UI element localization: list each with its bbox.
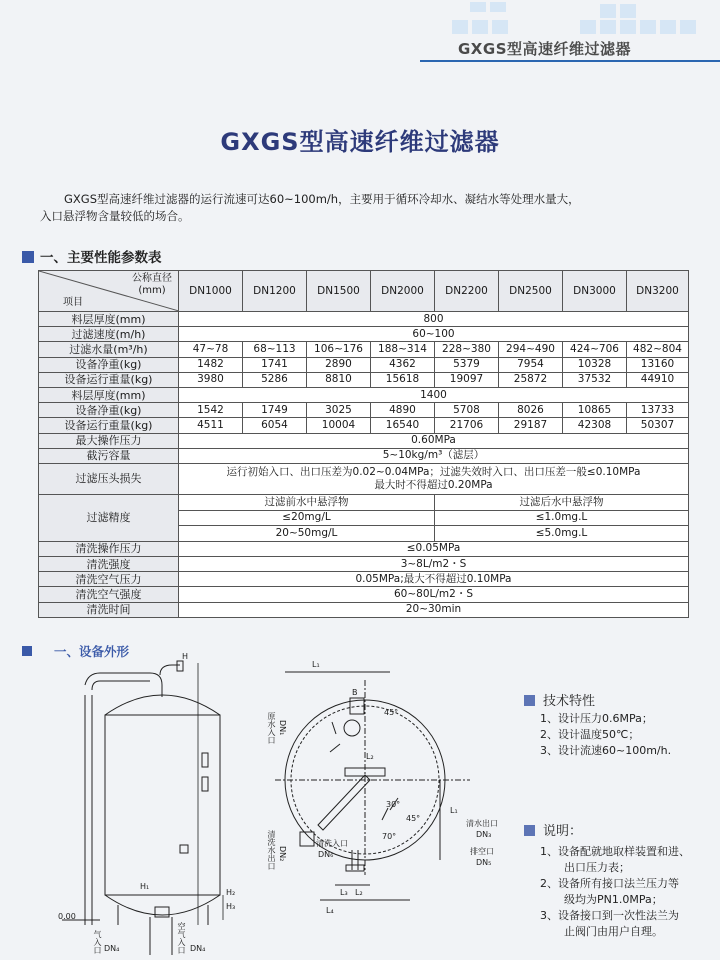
drain-dn: DN₅ [476,858,492,867]
row-label: 清洗强度 [39,557,179,572]
cell: 25872 [499,372,563,387]
table-row [39,418,689,433]
vessel-body [105,715,220,895]
vessel-top-head [105,695,220,715]
dim-label-l2b: L₂ [355,888,363,897]
decor-square [600,4,616,18]
corner-unit-text: (mm) [138,285,166,296]
cell: 424~706 [563,342,627,357]
cell: 3~8L/m2・S [179,557,689,572]
top-pipe-inner [92,681,150,690]
list-item: 3、设计流速60~100m/h. [540,744,672,757]
col-header: DN1000 [179,271,243,312]
cell: 1741 [243,357,307,372]
features-title: 技术特性 [543,694,596,709]
features-heading [524,690,595,709]
cell: 5379 [435,357,499,372]
bottom-pipe [150,917,172,955]
spec-table [38,270,689,618]
row-label: 料层厚度(mm) [39,387,179,402]
vent-flange [177,661,183,671]
nozzle-b-label: B [352,688,358,697]
cell: 1482 [179,357,243,372]
drain-label: 排空口 [470,847,494,856]
cell: 21706 [435,418,499,433]
table-row [39,387,689,402]
header-divider [420,60,720,62]
table-row [39,433,689,448]
decor-square [492,20,508,34]
cell: 44910 [627,372,689,387]
nozzle-top [344,720,360,736]
corner-cell [39,271,179,312]
cell: 20~50mg/L [179,526,435,542]
list-item: 出口压力表； [564,861,630,874]
cell: 10328 [563,357,627,372]
cell: 4511 [179,418,243,433]
notes-list [540,844,690,940]
col-header: DN1500 [307,271,371,312]
table-row [39,372,689,387]
list-item: 止阀门由用户自理。 [564,925,663,938]
level-zero: 0.00 [58,912,76,921]
section-title: 一、设备外形 [54,644,130,659]
cell: 8810 [307,372,371,387]
bottom-inlet-label: 清洗入口 [316,839,348,848]
cell: 0.05MPa;最大不得超过0.10MPa [179,572,689,587]
dim-label-l2: L₂ [366,752,374,761]
angle-30: 30° [386,800,401,809]
decor-square [490,2,506,12]
cell: 8026 [499,403,563,418]
air-inlet-dn: DN₄ [104,944,120,953]
cell: 50307 [627,418,689,433]
row-label: 料层厚度(mm) [39,312,179,327]
vessel-bottom-head [105,895,220,915]
section-square-icon [22,646,32,656]
list-item: 1、设备配就地取样装置和进、 [540,845,690,858]
list-item: 2、设计温度50℃； [540,728,640,741]
cell-line: 最大时不得超过0.20MPa [374,478,493,491]
air-inlet-label: 气入口 [93,930,102,954]
cell: 4890 [371,403,435,418]
row-label: 过滤压头损失 [39,463,179,494]
table-row [39,312,689,327]
wash-outlet-label: 清洗水出口 [267,830,276,870]
cell: 1749 [243,403,307,418]
col-header: DN3000 [563,271,627,312]
dim-label-l1: L₁ [312,660,320,669]
header-title: GXGS型高速纤维过滤器 [458,40,631,58]
row-label: 截污容量 [39,448,179,463]
row-label: 清洗操作压力 [39,541,179,556]
cell: 3980 [179,372,243,387]
dim-label-l3: L₃ [340,888,348,897]
row-label: 设备净重(kg) [39,357,179,372]
list-item: 2、设备所有接口法兰压力等 [540,877,679,890]
table-row [39,448,689,463]
sight-glass [202,753,208,767]
notes-heading [524,820,582,839]
row-label: 设备运行重量(kg) [39,418,179,433]
cell: 20~30min [179,602,689,617]
angle-45-bottom: 45° [406,814,421,823]
features-list [540,711,671,759]
cell: 1542 [179,403,243,418]
table-row [39,572,689,587]
features-square-icon [524,695,535,706]
air2-inlet-dn: DN₄ [190,944,206,953]
corner-bottom: 项目 [63,297,83,308]
row-label: 清洗时间 [39,602,179,617]
air2-inlet-label: 空气入口 [177,922,186,954]
section-square-icon [22,251,34,263]
list-item: 级均为PN1.0MPa； [564,893,663,906]
cell: ≤0.05MPa [179,541,689,556]
cell: 2890 [307,357,371,372]
corner-top-text: 公称直径 [132,273,172,284]
cell: 15618 [371,372,435,387]
col-header: DN1200 [243,271,307,312]
decor-square [580,20,596,34]
decor-square [600,20,616,34]
manhole [180,845,188,853]
cell: 过滤后水中悬浮物 [435,494,689,510]
clean-outlet-label: 清水出口 [466,819,498,828]
row-label: 过滤速度(m/h) [39,327,179,342]
cell: 37532 [563,372,627,387]
inner-pipe [318,775,370,830]
angle-70: 70° [382,832,397,841]
raw-inlet-dn: DN₁ [278,720,287,736]
angle-45-top: 45° [384,708,399,717]
notes-square-icon [524,825,535,836]
cell: 5708 [435,403,499,418]
col-header: DN2000 [371,271,435,312]
dim-label-h1: H₁ [140,882,150,891]
section-title: 一、主要性能参数表 [40,250,162,266]
row-label: 设备运行重量(kg) [39,372,179,387]
table-row [39,602,689,617]
row-label: 设备净重(kg) [39,403,179,418]
cell: 7954 [499,357,563,372]
table-row [39,403,689,418]
decor-square [472,20,488,34]
cell: 188~314 [371,342,435,357]
list-item: 1、设计压力0.6MPa； [540,712,653,725]
cell: 47~78 [179,342,243,357]
cell: 3025 [307,403,371,418]
cell: ≤1.0mg.L [435,510,689,526]
decor-square [660,20,676,34]
decor-square [680,20,696,34]
bottom-flange [346,865,364,871]
intro-line: GXGS型高速纤维过滤器的运行流速可达60~100m/h，主要用于循环冷却水、凝结水等处理水量大， [64,192,580,206]
cell: 6054 [243,418,307,433]
cell: 1400 [179,387,689,402]
cell: 5286 [243,372,307,387]
table-row [39,463,689,494]
intro-line: 入口悬浮物含量较低的场合。 [40,209,190,223]
col-header: DN2200 [435,271,499,312]
nozzle-front [300,832,314,846]
cell: ≤20mg/L [179,510,435,526]
cell: 过滤前水中悬浮物 [179,494,435,510]
corner-top [132,273,172,297]
cell: ≤5.0mg.L [435,526,689,542]
cell: 0.60MPa [179,433,689,448]
table-row [39,271,689,312]
clean-outlet-dn: DN₃ [476,830,492,839]
cell: 29187 [499,418,563,433]
dim-label-h: H [182,652,189,661]
intro-paragraph [40,191,690,225]
cell: 10004 [307,418,371,433]
row-label: 最大操作压力 [39,433,179,448]
col-header: DN2500 [499,271,563,312]
table-row [39,541,689,556]
cell: 60~80L/m2・S [179,587,689,602]
table-row [39,357,689,372]
sight-glass [202,777,208,791]
dim-label-h3: H₃ [226,902,236,911]
notes-title: 说明： [543,824,583,839]
row-label: 过滤水量(m³/h) [39,342,179,357]
cell: 482~804 [627,342,689,357]
cell: 4362 [371,357,435,372]
cell: 800 [179,312,689,327]
decor-square [470,2,486,12]
table-row [39,557,689,572]
table-row [39,494,689,510]
raw-inlet-label: 原水入口 [267,712,276,744]
wash-outlet-dn: DN₂ [278,846,287,862]
cell: 228~380 [435,342,499,357]
decor-square [452,20,468,34]
decor-square [640,20,656,34]
cell: 16540 [371,418,435,433]
top-pipe [85,673,162,697]
dim-label-l4: L₄ [326,906,334,915]
cell: 19097 [435,372,499,387]
table-row [39,342,689,357]
vessel-plan-view [270,660,520,920]
cell: 42308 [563,418,627,433]
table-row [39,327,689,342]
cell-line: 运行初始入口、出口压差为0.02~0.04MPa；过滤失效时入口、出口压差一般≤0.10MPa [226,465,641,478]
cell: 106~176 [307,342,371,357]
cell [179,463,689,494]
row-label: 过滤精度 [39,494,179,541]
section-heading [22,246,162,266]
cell: 60~100 [179,327,689,342]
row-label: 清洗空气压力 [39,572,179,587]
dim-label-h2: H₂ [226,888,236,897]
cell: 68~113 [243,342,307,357]
decor-square [620,4,636,18]
col-header: DN3200 [627,271,689,312]
page-title: GXGS型高速纤维过滤器 [220,128,500,156]
side-pipe [85,695,92,925]
list-item: 3、设备接口到一次性法兰为 [540,909,679,922]
row-label: 清洗空气强度 [39,587,179,602]
cell: 10865 [563,403,627,418]
decor-square [620,20,636,34]
cell: 13733 [627,403,689,418]
cell: 5~10kg/m³（滤层） [179,448,689,463]
bottom-inlet-dn: DN₆ [318,850,334,859]
dim-label-l1-right: L₁ [450,806,458,815]
table-row [39,587,689,602]
cell: 13160 [627,357,689,372]
cell: 294~490 [499,342,563,357]
